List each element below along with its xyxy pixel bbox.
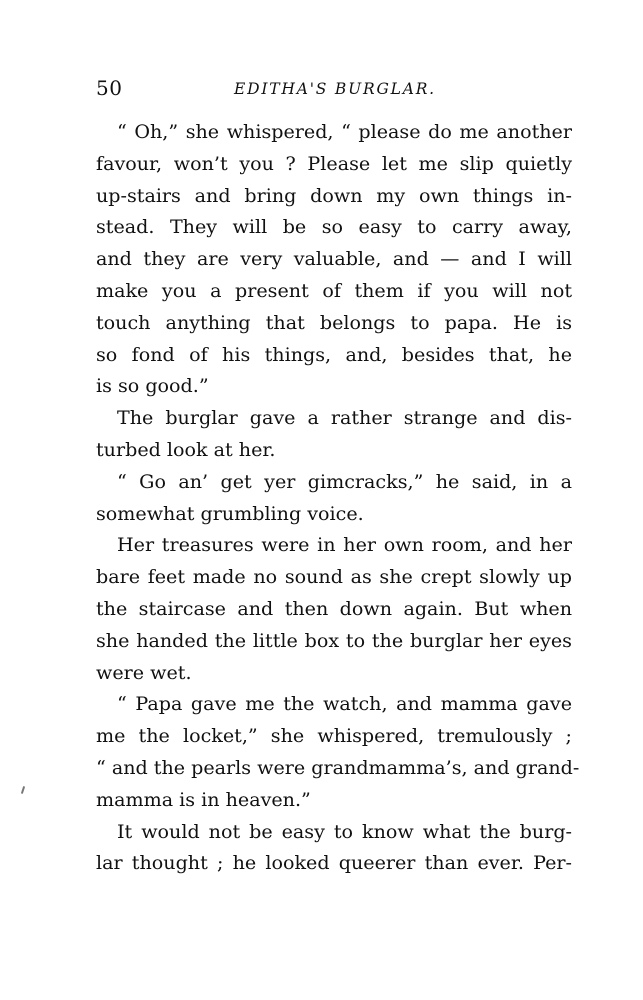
paragraph — [96, 529, 572, 688]
text-line: so fond of his things, and, besides that, he — [96, 342, 572, 366]
text-line: “ Papa gave me the watch, and mamma gave — [117, 692, 572, 716]
paragraph — [96, 688, 580, 815]
text-line: were wet. — [96, 660, 192, 684]
text-line: is so good.” — [96, 374, 209, 398]
page-header — [96, 72, 572, 104]
text-line: somewhat grumbling voice. — [96, 501, 364, 525]
paragraph — [96, 466, 572, 530]
text-line: up-stairs and bring down my own things in- — [96, 183, 572, 207]
ink-mark — [21, 786, 25, 794]
text-line: “ Oh,” she whispered, “ please do me another — [117, 120, 572, 143]
paragraph — [96, 402, 572, 466]
text-line: Her treasures were in her own room, and her — [117, 533, 572, 557]
text-line: me the locket,” she whispered, tremulously ; — [96, 724, 572, 748]
text-line: bare feet made no sound as she crept slowly up — [96, 565, 572, 589]
text-line: lar thought ; he looked queerer than ever. Per- — [96, 851, 572, 875]
text-line: the staircase and then down again. But when — [96, 596, 572, 620]
text-line: “ and the pearls were grandmamma’s, and grand- — [96, 755, 580, 779]
text-line: mamma is in heaven.” — [96, 787, 311, 811]
text-line: she handed the little box to the burglar her eyes — [96, 628, 572, 652]
paragraph — [96, 116, 572, 402]
page-number: 50 — [96, 76, 123, 100]
paragraph — [96, 816, 572, 880]
text-line: The burglar gave a rather strange and dis- — [117, 406, 572, 430]
text-line: favour, won’t you ? Please let me slip quietly — [96, 151, 572, 175]
running-title: EDITHA'S BURGLAR. — [234, 80, 436, 98]
body-text — [96, 116, 580, 879]
text-line: “ Go an’ get yer gimcracks,” he said, in a — [117, 469, 572, 493]
text-line: turbed look at her. — [96, 437, 276, 461]
text-line: make you a present of them if you will not — [96, 278, 572, 302]
text-line: touch anything that belongs to papa. He is — [96, 310, 572, 334]
text-line: and they are very valuable, and — and I will — [96, 247, 572, 271]
text-line: It would not be easy to know what the burg- — [117, 819, 572, 843]
text-line: stead. They will be so easy to carry away, — [96, 215, 572, 239]
